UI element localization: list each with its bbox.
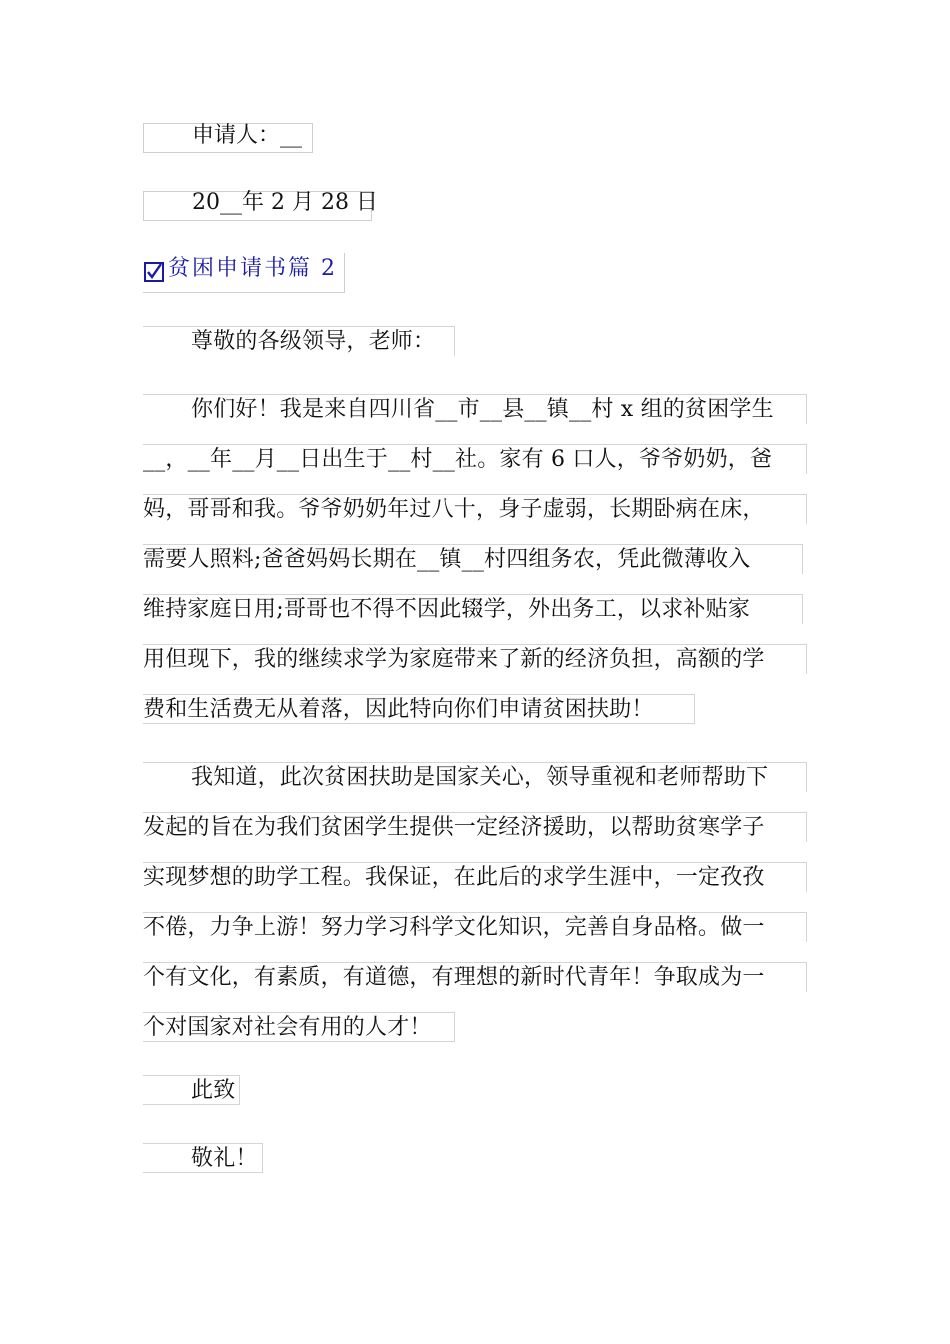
paragraph-line bbox=[143, 394, 807, 424]
paragraph1-line-2: __，__年__月__日出生于__村__社。家有 6 口人，爷爷奶奶，爸 bbox=[143, 447, 773, 472]
paragraph2-line-1: 我知道，此次贫困扶助是国家关心，领导重视和老师帮助下 bbox=[191, 765, 769, 790]
paragraph-line bbox=[143, 644, 807, 674]
paragraph-line bbox=[143, 594, 803, 624]
paragraph2-line-3: 实现梦想的助学工程。我保证，在此后的求学生涯中，一定孜孜 bbox=[143, 865, 765, 890]
paragraph-line bbox=[143, 694, 695, 724]
paragraph-line bbox=[143, 544, 803, 574]
signature-date: 20__年 2 月 28 日 bbox=[192, 190, 378, 215]
paragraph2-line-4: 不倦，力争上游！努力学习科学文化知识，完善自身品格。做一 bbox=[143, 915, 765, 940]
checkbox-checked-icon bbox=[144, 262, 164, 282]
paragraph2-line-5: 个有文化，有素质，有道德，有理想的新时代青年！争取成为一 bbox=[143, 965, 765, 990]
paragraph1-line-3: 妈，哥哥和我。爷爷奶奶年过八十，身子虚弱，长期卧病在床， bbox=[143, 497, 765, 522]
paragraph1-line-1: 你们好！我是来自四川省__市__县__镇__村 x 组的贫困学生 bbox=[191, 397, 774, 422]
closing-salute: 敬礼！ bbox=[191, 1146, 258, 1171]
applicant-label: 申请人：__ bbox=[192, 123, 303, 148]
closing-regards: 此致 bbox=[191, 1078, 236, 1103]
closing-line bbox=[143, 1075, 240, 1105]
paragraph-line bbox=[143, 862, 807, 892]
paragraph1-line-6: 用但现下，我的继续求学为家庭带来了新的经济负担，高额的学 bbox=[143, 647, 765, 672]
paragraph-line bbox=[143, 912, 807, 942]
paragraph-line bbox=[143, 494, 807, 524]
paragraph1-line-7: 费和生活费无从着落，因此特向你们申请贫困扶助！ bbox=[143, 697, 654, 722]
section-heading: 贫困申请书篇 2 bbox=[168, 256, 337, 281]
paragraph-line bbox=[143, 962, 807, 992]
paragraph-line bbox=[143, 1012, 455, 1042]
paragraph-line bbox=[143, 812, 807, 842]
paragraph-line bbox=[143, 762, 807, 792]
salutation: 尊敬的各级领导，老师： bbox=[191, 329, 436, 354]
paragraph2-line-2: 发起的旨在为我们贫困学生提供一定经济援助，以帮助贫寒学子 bbox=[143, 815, 765, 840]
paragraph1-line-5: 维持家庭日用;哥哥也不得不因此辍学，外出务工，以求补贴家 bbox=[143, 597, 751, 622]
paragraph2-line-6: 个对国家对社会有用的人才！ bbox=[143, 1015, 432, 1040]
closing-line bbox=[143, 1143, 263, 1173]
paragraph-line bbox=[143, 444, 807, 474]
paragraph1-line-4: 需要人照料;爸爸妈妈长期在__镇__村四组务农，凭此微薄收入 bbox=[143, 547, 751, 572]
salutation-line bbox=[143, 326, 455, 356]
